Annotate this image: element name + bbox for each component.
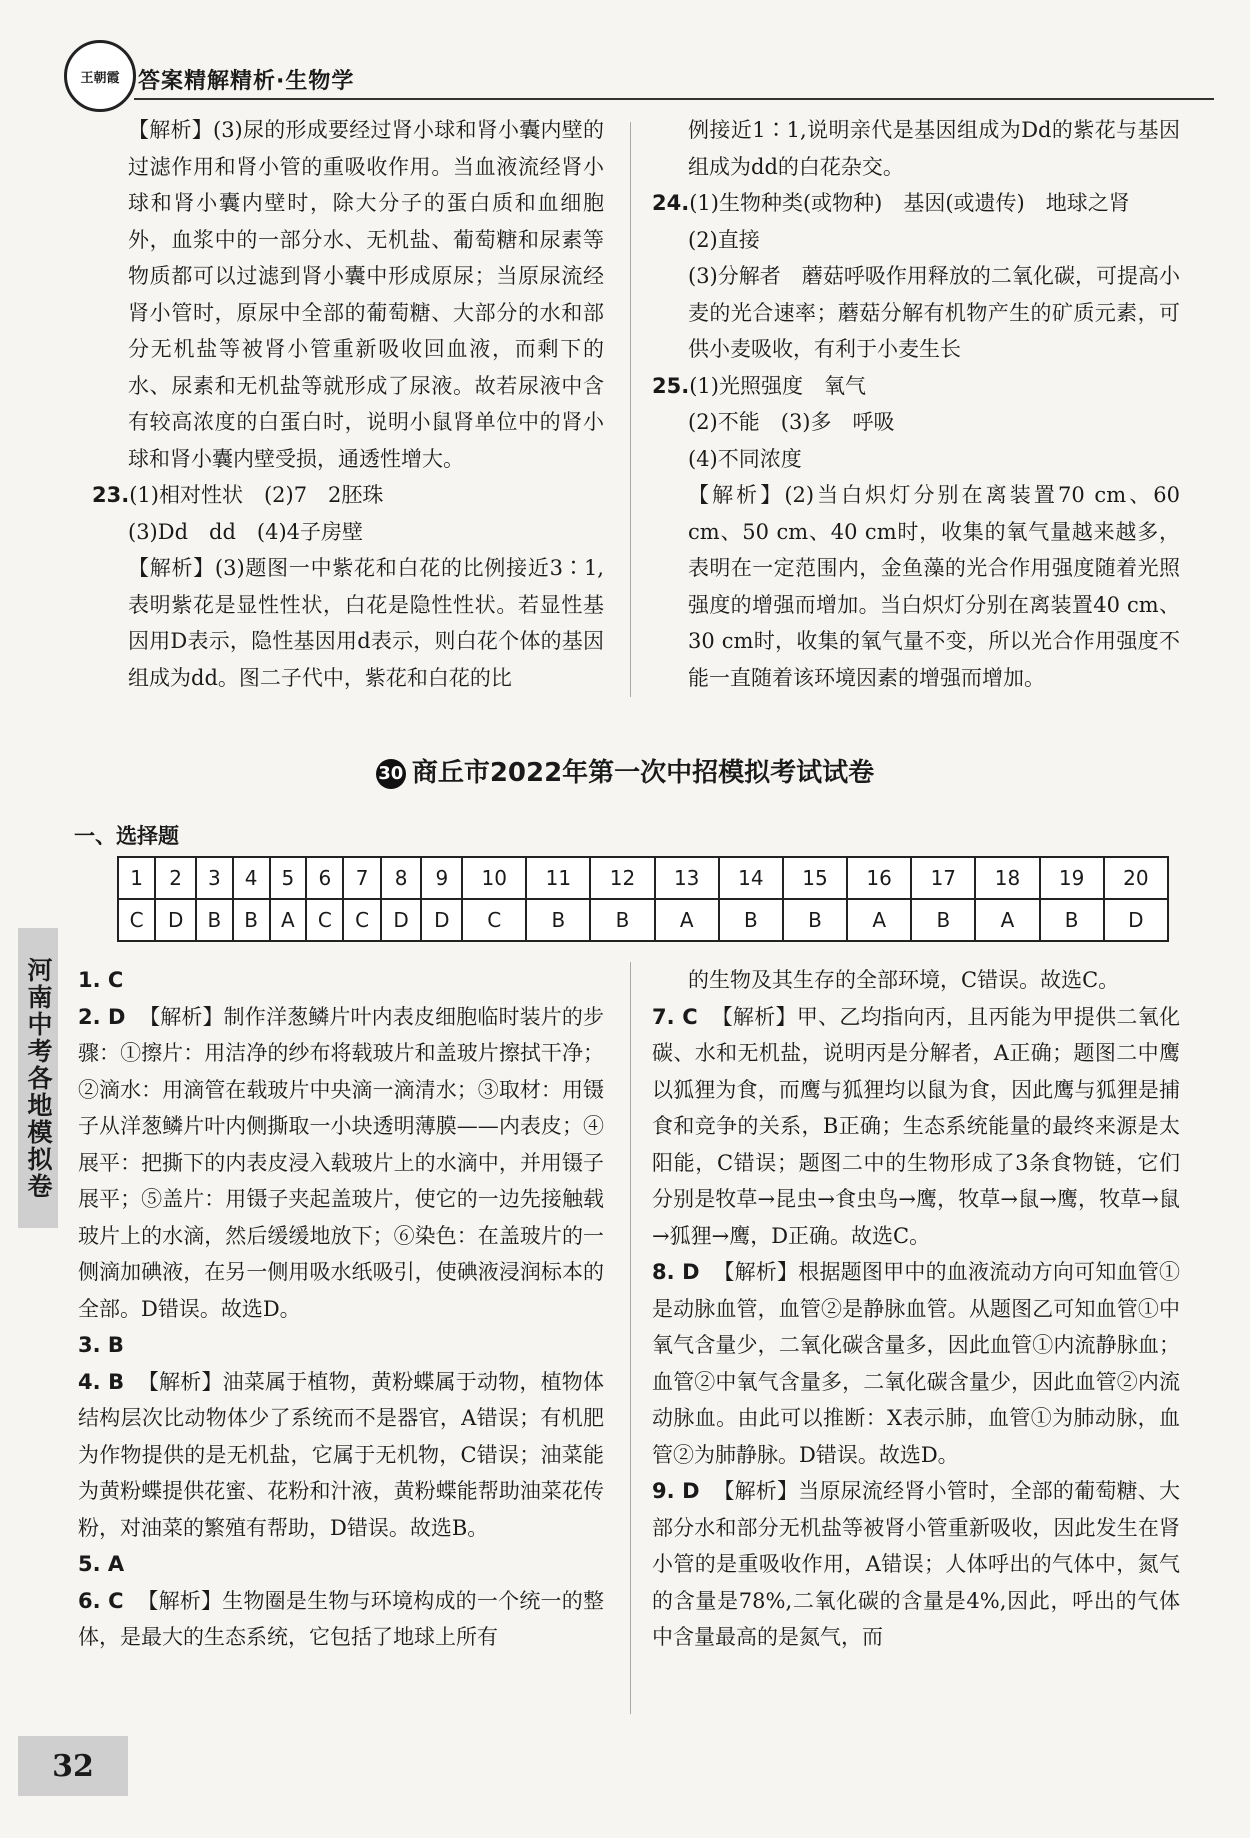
answer-cell: A xyxy=(975,899,1039,941)
q23-explanation: 【解析】(3)题图一中紫花和白花的比例接近3∶1,表明紫花是显性性状，白花是隐性性状。若显性基因用D表示，隐性基因用d表示，则白花个体的基因组成为dd。图二子代中，紫花和白花的比 xyxy=(128,556,604,690)
q-number-cell: 18 xyxy=(975,857,1039,899)
q-number-cell: 9 xyxy=(421,857,462,899)
a6-head: 6. C xyxy=(78,1588,124,1613)
a9-head: 9. D xyxy=(652,1479,700,1503)
answer-cell: D xyxy=(381,899,422,941)
a8-head: 8. D xyxy=(652,1260,700,1284)
answer-table-answers-row xyxy=(118,899,1168,941)
q-number-cell: 12 xyxy=(590,857,654,899)
top-left-column xyxy=(92,112,604,696)
answer-cell: D xyxy=(421,899,462,941)
publisher-logo xyxy=(64,40,136,112)
q25-line-3: (4)不同浓度 xyxy=(688,446,802,471)
answer-cell: B xyxy=(783,899,847,941)
column-divider-top xyxy=(630,122,631,697)
a1: 1. C xyxy=(78,968,124,992)
answer-cell: D xyxy=(155,899,196,941)
q-number-cell: 14 xyxy=(719,857,783,899)
answer-cell: A xyxy=(270,899,307,941)
a4-head: 4. B xyxy=(78,1369,125,1394)
q22-explanation: 【解析】(3)尿的形成要经过肾小球和肾小囊内壁的过滤作用和肾小管的重吸收作用。当血液流经肾小球和肾小囊内壁时，除大分子的蛋白质和血细胞外，血浆中的一部分水、无机盐、葡萄糖和尿素等物质都可以过滤到肾小囊中形成原尿；当原尿流经肾小管时，原尿中全部的葡萄糖、大部分的水和部分无机盐等被肾小管重新吸收回血液，而剩下的水、尿素和无机盐等就形成了尿液。故若尿液中含有较高浓度的白蛋白时，说明小鼠肾单位中的肾小球和肾小囊内壁受损，通透性增大。 xyxy=(128,118,604,471)
a2-explanation: 【解析】制作洋葱鳞片叶内表皮细胞临时装片的步骤：①擦片：用洁净的纱布将载玻片和盖玻片擦拭干净；②滴水：用滴管在载玻片中央滴一滴清水；③取材：用镊子从洋葱鳞片叶内侧撕取一小块透明薄膜——内表皮；④展平：把撕下的内表皮浸入载玻片上的水滴中，并用镊子展平；⑤盖片：用镊子夹起盖玻片，使它的一边先接触载玻片上的水滴，然后缓缓地放下；⑥染色：在盖玻片的一侧滴加碘液，在另一侧用吸水纸吸引，使碘液浸润标本的全部。D错误。故选D。 xyxy=(78,1004,605,1321)
answer-cell: D xyxy=(1104,899,1168,941)
a2-head: 2. D xyxy=(78,1004,126,1029)
answer-cell: B xyxy=(526,899,590,941)
a4-explanation: 【解析】油菜属于植物，黄粉蝶属于动物，植物体结构层次比动物体少了系统而不是器官，A错误；有机肥为作物提供的是无机盐，它属于无机物，C错误；油菜能为黄粉蝶提供花蜜、花粉和汁液，黄粉蝶能帮助油菜花传粉，对油菜的繁殖有帮助，D错误。故选B。 xyxy=(78,1369,604,1540)
q-number-cell: 19 xyxy=(1040,857,1104,899)
bottom-left-column xyxy=(78,962,604,1656)
answer-cell: B xyxy=(1040,899,1104,941)
q25-line-2: (2)不能 (3)多 呼吸 xyxy=(688,410,895,434)
a8-explanation: 【解析】根据题图甲中的血液流动方向可知血管①是动脉血管，血管②是静脉血管。从题图乙可知血管①中氧气含量少，二氧化碳含量多，因此血管①内流静脉血；血管②中氧气含量多，二氧化碳含量少，因此血管②内流动脉血。由此可以推断：X表示肺，血管①为肺动脉，血管②为肺静脉。D错误。故选D。 xyxy=(652,1260,1180,1467)
q25-line-1: (1)光照强度 氧气 xyxy=(689,373,866,398)
q-number-cell: 1 xyxy=(118,857,155,899)
q-number-cell: 11 xyxy=(526,857,590,899)
answer-cell: C xyxy=(462,899,526,941)
q-number-cell: 20 xyxy=(1104,857,1168,899)
q-number-cell: 10 xyxy=(462,857,526,899)
page-number: 32 xyxy=(18,1736,128,1796)
answer-table-numbers-row xyxy=(118,857,1168,899)
q-number-cell: 5 xyxy=(270,857,307,899)
answer-cell: B xyxy=(719,899,783,941)
q25-explanation: 【解析】(2)当白炽灯分别在离装置70 cm、60 cm、50 cm、40 cm时，收集的氧气量越来越多，表明在一定范围内，金鱼藻的光合作用强度随着光照强度的增强而增加。当白炽灯分别在离装置40 cm、30 cm时，收集的氧气量不变，所以光合作用强度不能一直随着该环境因素的增强而增加。 xyxy=(688,483,1180,690)
answer-cell: B xyxy=(196,899,233,941)
q-number-cell: 13 xyxy=(655,857,719,899)
answer-cell: B xyxy=(911,899,975,941)
a3: 3. B xyxy=(78,1333,124,1357)
q-number-cell: 17 xyxy=(911,857,975,899)
section-title-text: 商丘市2022年第一次中招模拟考试试卷 xyxy=(411,758,875,788)
section-title xyxy=(0,752,1250,789)
q23-line-1: (1)相对性状 (2)7 2胚珠 xyxy=(129,483,384,507)
a5: 5. A xyxy=(78,1552,125,1576)
a7-head: 7. C xyxy=(652,1004,698,1029)
q-number-cell: 6 xyxy=(306,857,343,899)
section-number: 30 xyxy=(376,759,406,789)
answer-cell: C xyxy=(343,899,380,941)
q25-number: 25. xyxy=(652,373,690,398)
q23-number: 23. xyxy=(92,483,130,507)
q23-explanation-cont: 例接近1∶1,说明亲代是基因组成为Dd的紫花与基因组成为dd的白花杂交。 xyxy=(688,118,1180,179)
q-number-cell: 7 xyxy=(343,857,380,899)
header-rule xyxy=(134,98,1214,100)
q-number-cell: 16 xyxy=(847,857,911,899)
a6-explanation-cont: 的生物及其生存的全部环境，C错误。故选C。 xyxy=(688,968,1120,992)
running-header: 答案精解精析·生物学 xyxy=(138,69,355,94)
top-right-column xyxy=(652,112,1180,696)
q-number-cell: 15 xyxy=(783,857,847,899)
a7-explanation: 【解析】甲、乙均指向丙，且丙能为甲提供二氧化碳、水和无机盐，说明丙是分解者，A正确；题图二中鹰以狐狸为食，而鹰与狐狸均以鼠为食，因此鹰与狐狸是捕食和竞争的关系，B正确；生态系统能量的最终来源是太阳能，C错误；题图二中的生物形成了3条食物链，它们分别是牧草→昆虫→食虫鸟→鹰，牧草→鼠→鹰，牧草→鼠→狐狸→鹰，D正确。故选C。 xyxy=(652,1004,1181,1248)
q-number-cell: 8 xyxy=(381,857,422,899)
q24-line-3: (3)分解者 蘑菇呼吸作用释放的二氧化碳，可提高小麦的光合速率；蘑菇分解有机物产生的矿质元素，可供小麦吸收，有利于小麦生长 xyxy=(688,264,1180,361)
q23-line-2: (3)Dd dd (4)4子房壁 xyxy=(128,519,364,544)
answer-cell: C xyxy=(306,899,343,941)
column-divider-bottom xyxy=(630,962,631,1714)
q24-line-1: (1)生物种类(或物种) 基因(或遗传) 地球之肾 xyxy=(689,191,1130,215)
a9-explanation: 【解析】当原尿流经肾小管时，全部的葡萄糖、大部分水和部分无机盐等被肾小管重新吸收，因此发生在肾小管的是重吸收作用，A错误；人体呼出的气体中，氮气的含量是78%,二氧化碳的含量是4%,因此，呼出的气体中含量最高的是氮气，而 xyxy=(652,1479,1180,1649)
answer-cell: A xyxy=(847,899,911,941)
q-number-cell: 3 xyxy=(196,857,233,899)
bottom-right-column xyxy=(652,962,1180,1656)
section-subtitle: 一、选择题 xyxy=(74,824,179,848)
q-number-cell: 2 xyxy=(155,857,196,899)
logo-text: 王朝霞 xyxy=(80,70,120,86)
a6-explanation: 【解析】生物圈是生物与环境构成的一个统一的整体，是最大的生态系统，它包括了地球上所有 xyxy=(78,1588,605,1649)
answer-cell: C xyxy=(118,899,155,941)
answer-cell: B xyxy=(590,899,654,941)
answer-cell: B xyxy=(233,899,270,941)
answer-cell: A xyxy=(655,899,719,941)
q24-line-2: (2)直接 xyxy=(688,227,760,252)
q-number-cell: 4 xyxy=(233,857,270,899)
q24-number: 24. xyxy=(652,191,690,215)
answer-table xyxy=(117,856,1169,942)
side-tab: 河南中考各地模拟卷 xyxy=(18,928,58,1228)
